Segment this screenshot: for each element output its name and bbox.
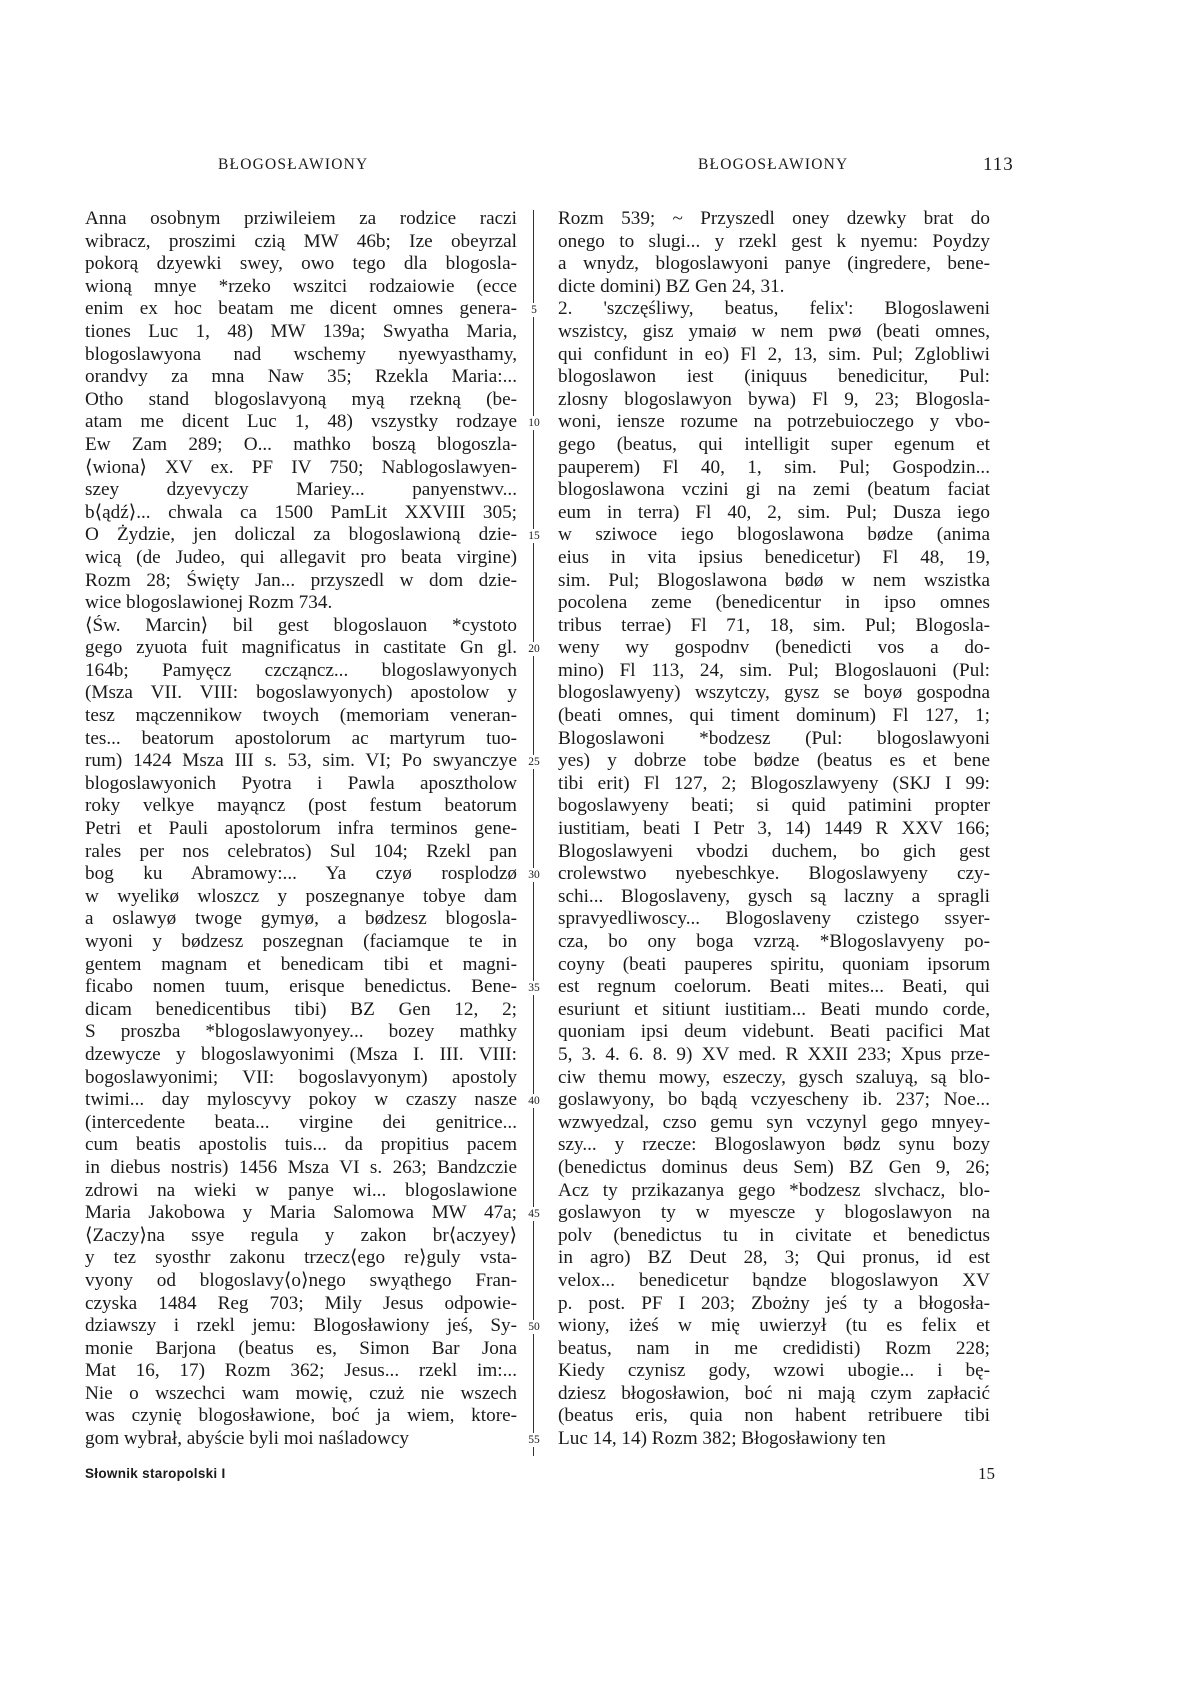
line-number: 35: [525, 981, 543, 995]
text-line: wicą (de Judeo, qui allegavit pro beata virgine): [85, 546, 517, 568]
text-line: Blogoslawoni *bodzesz (Pul: blogoslawyoni: [558, 727, 990, 749]
text-line: orandvy za mna Naw 35; Rzekla Maria:...: [85, 366, 517, 388]
text-line: gego zyuota fuit magnificatus in castitate Gn gl.: [85, 637, 517, 659]
text-line: Mat 16, 17) Rozm 362; Jesus... rzekl im:...: [85, 1360, 517, 1382]
text-line: ⟨Św. Marcin⟩ bil gest blogoslauon *cystoto: [85, 614, 517, 636]
text-line: S proszba *blogoslawyonyey... bozey mathky: [85, 1021, 517, 1043]
text-line: twimi... day myloscyvy pokoy w czaszy nasze: [85, 1089, 517, 1111]
text-line: bogoslawyeny beati; si quid patimini propter: [558, 795, 990, 817]
text-line: p. post. PF I 203; Zbożny jeś ty a błogosła-: [558, 1292, 990, 1314]
text-line: weny wy gospodnv (benedicti vos a do-: [558, 637, 990, 659]
text-line: tesz mączennikow twoych (memoriam veneran-: [85, 705, 517, 727]
text-line: spravyedliwoscy... Blogoslaveny czistego ssyer-: [558, 908, 990, 930]
text-line: wice blogoslawionej Rozm 734.: [85, 592, 333, 614]
right-column: [558, 208, 990, 1451]
text-line: (benedictus dominus deus Sem) BZ Gen 9, 26;: [558, 1156, 990, 1178]
text-line: ⟨Zaczy⟩na ssye regula y zakon br⟨aczyey⟩: [85, 1224, 517, 1246]
text-line: tibi erit) Fl 127, 2; Blogoszlawyeny (SKJ I 99:: [558, 772, 990, 794]
text-line: 5, 3. 4. 6. 8. 9) XV med. R XXII 233; Xpus prze-: [558, 1043, 990, 1065]
text-line: a oslawyø twoge gymyø, a bødzesz blogosla-: [85, 908, 517, 930]
text-line: vyony od blogoslavy⟨o⟩nego swyąthego Fran-: [85, 1269, 517, 1291]
text-line: wioną mnye *rzeko wszitci rodzaiowie (ecce: [85, 275, 517, 297]
text-line: Kiedy czynisz gody, wzowi ubogie... i bę-: [558, 1360, 990, 1382]
text-line: rum) 1424 Msza III s. 53, sim. VI; Po swyanczye: [85, 750, 517, 772]
text-line: eius in vita ipsius benedicetur) Fl 48, 19,: [558, 546, 990, 568]
text-line: bogoslawyonimi; VII: bogoslavyonym) apostoly: [85, 1066, 517, 1088]
text-line: rales per nos celebratos) Sul 104; Rzekl pan: [85, 840, 517, 862]
text-line: Petri et Pauli apostolorum infra terminos gene-: [85, 818, 517, 840]
text-line: O Żydzie, jen doliczal za blogoslawioną dzie-: [85, 524, 517, 546]
text-line: ⟨wiona⟩ XV ex. PF IV 750; Nablogoslawyen-: [85, 456, 517, 478]
text-line: gom wybrał, abyście byli moi naśladowcy: [85, 1428, 409, 1450]
line-number: 25: [525, 755, 543, 769]
text-line: dicam benedicentibus tibi) BZ Gen 12, 2;: [85, 998, 517, 1020]
text-line: zdrowi na wieki w panye wi... blogoslawione: [85, 1179, 517, 1201]
text-line: (beatus eris, quia non habent retribuere tibi: [558, 1405, 990, 1427]
text-line: was czynię blogosławione, boć ja wiem, ktore-: [85, 1405, 517, 1427]
left-column: [85, 208, 517, 1451]
text-line: blogoslawyonich Pyotra i Pawla aposztholow: [85, 772, 517, 794]
text-line: Acz ty przikazanya gego *bodzesz slvchacz, blo-: [558, 1179, 990, 1201]
text-line: sim. Pul; Blogoslawona bødø w nem wszistka: [558, 569, 990, 591]
text-line: (beati omnes, qui timent dominum) Fl 127, 1;: [558, 705, 990, 727]
text-line: ficabo nomen tuum, erisque benedictus. Bene-: [85, 976, 517, 998]
text-line: Rozm 28; Święty Jan... przyszedl w dom dzie-: [85, 569, 517, 591]
text-line: w wyelikø wloszcz y poszegnanye tobye dam: [85, 885, 517, 907]
line-number: 20: [525, 642, 543, 656]
text-line: blogoslawon iest (iniquus benedicitur, Pul:: [558, 366, 990, 388]
text-line: cza, bo ony boga vzrzą. *Blogoslavyeny po-: [558, 931, 990, 952]
page-header-right: BŁOGOSŁAWIONY: [698, 156, 849, 173]
text-line: beatus, nam in me credidisti) Rozm 228;: [558, 1337, 990, 1359]
text-line: goslawyony, bo bądą vczyescheny ib. 237; Noe...: [558, 1089, 990, 1111]
text-line: monie Barjona (beatus es, Simon Bar Jona: [85, 1337, 517, 1359]
footer-signature: Słownik staropolski I: [85, 1466, 226, 1481]
text-line: quoniam ipsi deum videbunt. Beati pacifici Mat: [558, 1021, 990, 1043]
text-line: zlosny blogoslawyon bywa) Fl 9, 23; Blogosla-: [558, 388, 990, 410]
text-line: gego (beatus, qui intelligit super egenum et: [558, 433, 990, 455]
text-line: Maria Jakobowa y Maria Salomowa MW 47a;: [85, 1202, 517, 1224]
line-number: 30: [525, 868, 543, 882]
text-line: Anna osobnym prziwileiem za rodzice raczi: [85, 208, 517, 229]
text-line: polv (benedictus tu in civitate et benedictus: [558, 1224, 990, 1246]
text-line: mino) Fl 113, 24, sim. Pul; Blogoslauoni (Pul:: [558, 659, 990, 681]
text-line: in agro) BZ Deut 28, 3; Qui pronus, id est: [558, 1247, 990, 1269]
text-line: pauperem) Fl 40, 1, sim. Pul; Gospodzin...: [558, 456, 990, 478]
line-number: 5: [525, 303, 543, 317]
text-line: in diebus nostris) 1456 Msza VI s. 263; Bandzczie: [85, 1156, 517, 1178]
text-line: dziawszy i rzekl jemu: Blogosławiony jeś, Sy-: [85, 1315, 517, 1337]
text-line: wiony, iżeś w mię uwierzył (tu es felix et: [558, 1315, 990, 1337]
text-line: esuriunt et sitiunt iustitiam... Beati mundo corde,: [558, 998, 990, 1020]
text-line: onego to slugi... y rzekl gest k nyemu: Poydzy: [558, 230, 990, 252]
text-line: czyska 1484 Reg 703; Mily Jesus odpowie-: [85, 1292, 517, 1314]
line-number: 50: [525, 1320, 543, 1334]
text-line: crolewstwo nyebeschkye. Blogoslawyeny czy-: [558, 863, 990, 885]
text-line: ciw themu mowy, eszeczy, gysch szaluyą, są blo-: [558, 1066, 990, 1088]
line-number: 15: [525, 529, 543, 543]
text-line: goslawyon ty w myescze y blogoslawyon na: [558, 1202, 990, 1224]
text-line: Nie o wszechci wam mowię, czuż nie wszech: [85, 1382, 517, 1404]
text-line: 2. 'szczęśliwy, beatus, felix': Blogoslaweni: [558, 298, 990, 320]
column-divider: [533, 210, 534, 1456]
text-line: 164b; Pamyęcz czcząncz... blogoslawyonych: [85, 659, 517, 681]
footer-sheet-number: 15: [978, 1464, 995, 1483]
text-line: schi... Blogoslaveny, gysch są laczny a spragli: [558, 885, 990, 907]
line-number: 45: [525, 1207, 543, 1221]
text-line: dzewycze y blogoslawyonimi (Msza I. III. VIII:: [85, 1043, 517, 1065]
line-number: 40: [525, 1094, 543, 1108]
text-line: pocolena zeme (benedicentur in ipso omnes: [558, 592, 990, 614]
text-line: woni, iensze rozume na potrzebuioczego y vbo-: [558, 411, 990, 433]
text-line: yes) y dobrze tobe bødze (beatus es et bene: [558, 750, 990, 772]
page-header-left: BŁOGOSŁAWIONY: [218, 156, 369, 173]
line-number: 10: [525, 416, 543, 430]
text-line: Rozm 539; ~ Przyszedl oney dzewky brat do: [558, 208, 990, 229]
text-line: tes... beatorum apostolorum ac martyrum tuo-: [85, 727, 517, 749]
text-line: Luc 14, 14) Rozm 382; Błogosławiony ten: [558, 1428, 886, 1450]
text-line: blogoslawyeny) wszytczy, gysz se boyø gospodna: [558, 682, 990, 704]
text-line: eum in terra) Fl 40, 2, sim. Pul; Dusza iego: [558, 501, 990, 523]
line-number: 55: [525, 1433, 543, 1447]
text-line: a wnydz, blogoslawyoni panye (ingredere, bene-: [558, 253, 990, 275]
text-line: enim ex hoc beatam me dicent omnes genera-: [85, 298, 517, 320]
text-line: cum beatis apostolis tuis... da propitius pacem: [85, 1134, 517, 1156]
text-line: (intercedente beata... virgine dei genitrice...: [85, 1111, 517, 1133]
text-line: Ew Zam 289; O... mathko boszą blogoszla-: [85, 433, 517, 455]
text-line: velox... benedicetur bąndze blogoslawyon XV: [558, 1269, 990, 1291]
text-line: gentem magnam et benedicam tibi et magni-: [85, 953, 517, 975]
text-line: wyoni y bødzesz poszegnan (faciamque te in: [85, 931, 517, 952]
text-line: qui confidunt in eo) Fl 2, 13, sim. Pul; Zglobliwi: [558, 343, 990, 365]
text-line: bog ku Abramowy:... Ya czyø rosplodzø: [85, 863, 517, 885]
text-line: dziesz błogosławion, boć ni mają czym zapłacić: [558, 1382, 990, 1404]
text-line: est regnum coelorum. Beati mites... Beati, qui: [558, 976, 990, 998]
text-line: wszistcy, gisz ymaiø w nem pwø (beati omnes,: [558, 320, 990, 342]
text-line: Blogoslawyeni vbodzi duchem, bo gich gest: [558, 840, 990, 862]
text-line: iustitiam, beati I Petr 3, 14) 1449 R XXV 166;: [558, 818, 990, 840]
text-line: atam me dicent Luc 1, 48) vszystky rodzaye: [85, 411, 517, 433]
text-line: wzwyedzal, czso gemu syn vczynyl gego mnyey-: [558, 1111, 990, 1133]
text-line: pokorą dzyewki swey, owo tego dla blogosla-: [85, 253, 517, 275]
text-line: b⟨ądź⟩... chwala ca 1500 PamLit XXVIII 305;: [85, 501, 517, 523]
page-number: 113: [983, 154, 1014, 175]
text-line: tribus terrae) Fl 71, 18, sim. Pul; Blogosla-: [558, 614, 990, 636]
text-line: w sziwoce iego blogoslawona bødze (anima: [558, 524, 990, 546]
text-line: y tez syosthr zakonu trzecz⟨ego re⟩guly vsta-: [85, 1247, 517, 1269]
text-line: blogoslawyona nad wschemy nyewyasthamy,: [85, 343, 517, 365]
text-line: szy... y rzecze: Blogoslawyon bødz synu bozy: [558, 1134, 990, 1156]
text-line: tiones Luc 1, 48) MW 139a; Swyatha Maria,: [85, 320, 517, 342]
text-line: Otho stand blogoslavyoną myą rzekną (be-: [85, 388, 517, 410]
text-line: dicte domini) BZ Gen 24, 31.: [558, 275, 785, 297]
text-line: (Msza VII. VIII: bogoslawyonych) apostolow y: [85, 682, 517, 704]
text-line: szey dzyevyczy Mariey... panyenstwv...: [85, 479, 517, 501]
text-line: roky velkye mayąncz (post festum beatorum: [85, 795, 517, 817]
text-line: wibracz, proszimi czią MW 46b; Ize obeyrzal: [85, 230, 517, 252]
text-line: blogoslawona vczini gi na zemi (beatum faciat: [558, 479, 990, 501]
text-line: coyny (beati pauperes spiritu, quoniam ipsorum: [558, 953, 990, 975]
